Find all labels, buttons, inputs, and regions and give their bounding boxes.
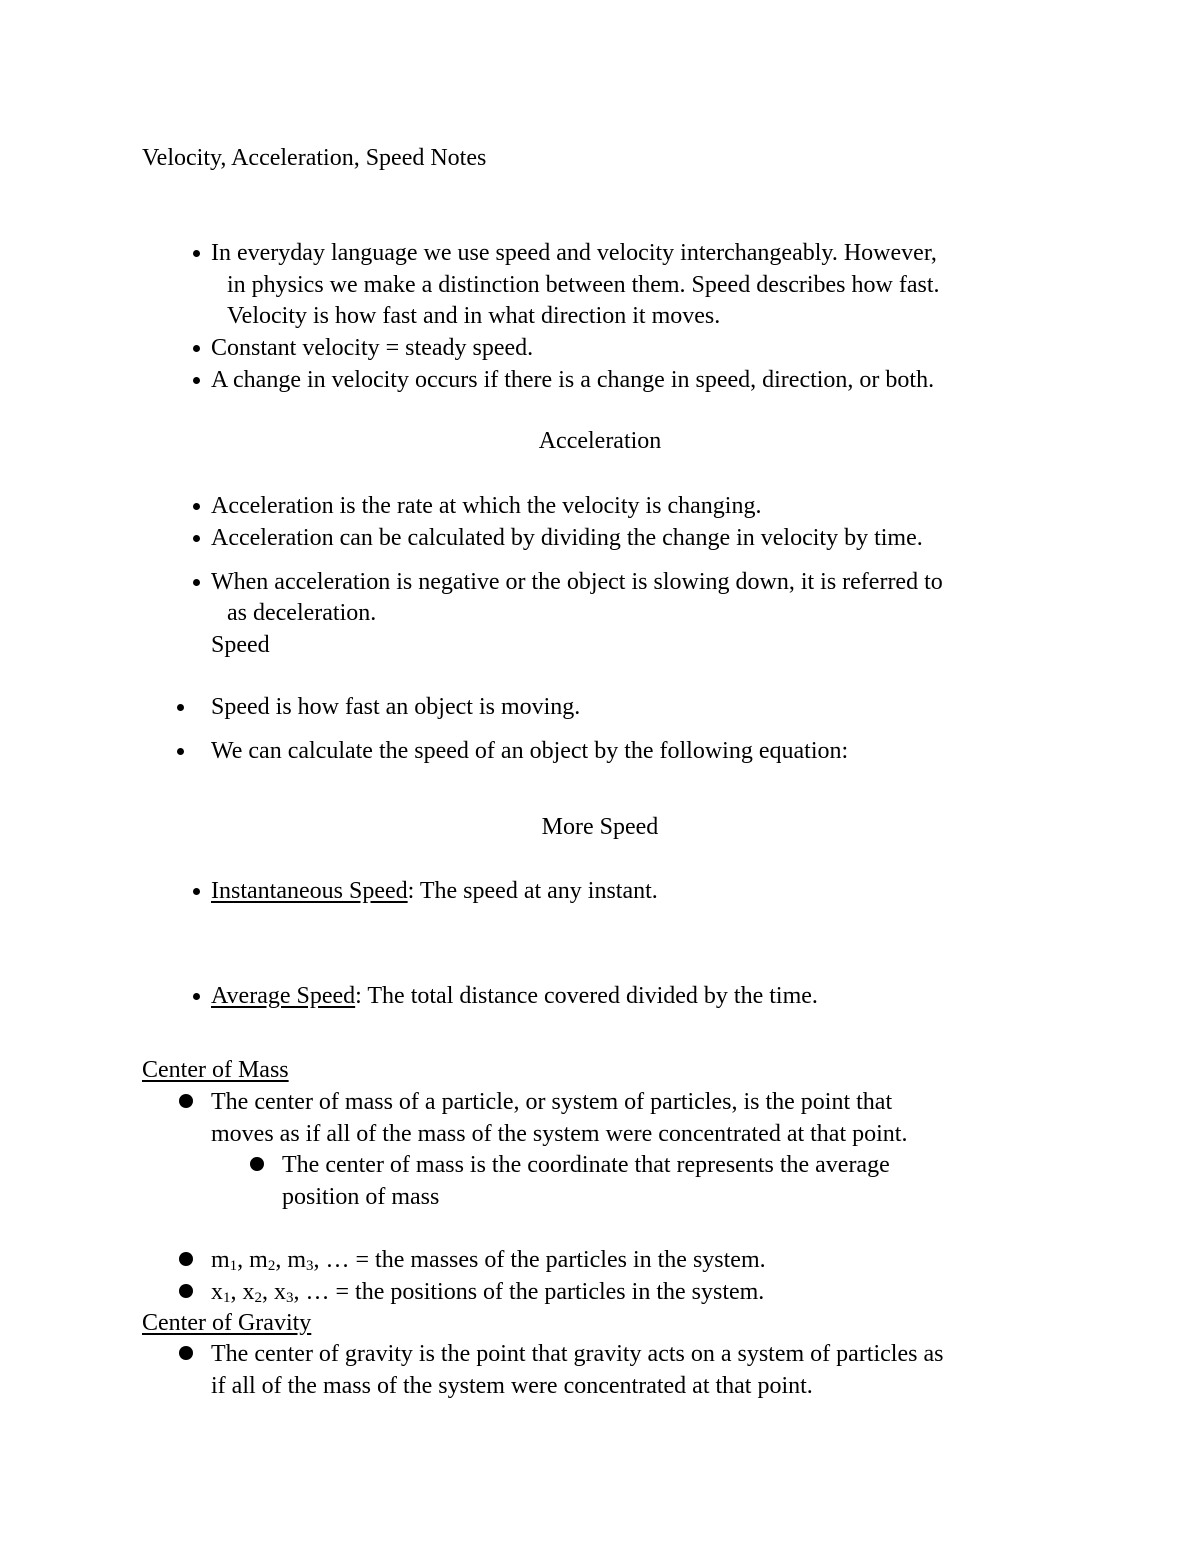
subscript: 1 [223, 1290, 231, 1306]
list-item-positions: $x_1$, $x_2$, $x_3$, … = the positions of the particles in the system. [211, 1279, 765, 1306]
bullet-dot [179, 1094, 193, 1108]
subscript: 3 [286, 1290, 294, 1306]
list-item: The center of gravity is the point that gravity acts on a system of particles as [211, 1341, 944, 1367]
masses-description: , … = the masses of the particles in the system. [313, 1247, 766, 1273]
bullet-dot [177, 748, 184, 755]
list-item: Constant velocity = steady speed. [211, 335, 534, 361]
bullet-dot [193, 535, 200, 542]
symbol-x: x [274, 1279, 286, 1305]
section-heading-center-of-mass: Center of Mass [142, 1057, 289, 1083]
symbol-m: m [287, 1247, 307, 1273]
term-instantaneous-speed: Instantaneous Speed [211, 878, 408, 904]
list-item [211, 980, 818, 1012]
subscript: 2 [254, 1290, 262, 1306]
list-item-continuation: as deceleration. [227, 600, 377, 626]
list-item: We can calculate the speed of an object by the following equation: [211, 738, 849, 764]
bullet-dot [179, 1346, 193, 1360]
symbol-m: m [211, 1247, 230, 1273]
symbol-m: m [249, 1247, 268, 1273]
bullet-dot [193, 888, 200, 895]
sub-list-item-continuation: position of mass [282, 1184, 440, 1210]
bullet-dot [193, 993, 200, 1000]
list-item: In everyday language we use speed and velocity interchangeably. However, [211, 240, 937, 266]
section-heading-more-speed: More Speed [541, 814, 659, 840]
positions-description: , … = the positions of the particles in the system. [293, 1279, 765, 1305]
list-item: When acceleration is negative or the object is slowing down, it is referred to [211, 569, 943, 595]
subscript: 1 [229, 1258, 238, 1274]
bullet-dot [193, 579, 200, 586]
list-item: Acceleration is the rate at which the velocity is changing. [211, 493, 762, 519]
subscript: 2 [267, 1258, 276, 1274]
subscript: 3 [306, 1258, 314, 1274]
list-item: Speed is how fast an object is moving. [211, 694, 581, 720]
bullet-dot [193, 250, 200, 257]
definition-instantaneous-speed: : The speed at any instant. [407, 878, 658, 904]
sub-bullet-dot [250, 1157, 264, 1171]
list-item-continuation: moves as if all of the mass of the system were concentrated at that point. [211, 1121, 908, 1147]
page-title: Velocity, Acceleration, Speed Notes [142, 145, 487, 171]
symbol-x: x [211, 1279, 223, 1305]
bullet-dot [193, 345, 200, 352]
sub-list-item: The center of mass is the coordinate that represents the average [282, 1152, 890, 1178]
bullet-dot [177, 704, 184, 711]
section-heading-acceleration: Acceleration [538, 428, 662, 454]
list-item: A change in velocity occurs if there is a change in speed, direction, or both. [211, 367, 935, 393]
list-item-continuation: if all of the mass of the system were concentrated at that point. [211, 1373, 813, 1399]
bullet-dot [193, 503, 200, 510]
list-item: Acceleration can be calculated by dividing the change in velocity by time. [211, 525, 923, 551]
bullet-dot [179, 1252, 193, 1266]
list-item-masses: $m_1$, $m_2$, $m_3$, … = the masses of the particles in the system. [211, 1247, 766, 1274]
list-item-continuation: Velocity is how fast and in what direction it moves. [227, 303, 721, 329]
list-item-continuation: in physics we make a distinction between them. Speed describes how fast. [227, 272, 940, 298]
bullet-dot [193, 377, 200, 384]
symbol-x: x [242, 1279, 255, 1305]
definition-average-speed: : The total distance covered divided by the time. [355, 983, 818, 1009]
list-item [211, 875, 658, 907]
section-heading-speed: Speed [211, 632, 270, 658]
term-average-speed: Average Speed [211, 983, 356, 1009]
list-item: The center of mass of a particle, or system of particles, is the point that [211, 1089, 893, 1115]
section-heading-center-of-gravity: Center of Gravity [142, 1310, 312, 1336]
bullet-dot [179, 1284, 193, 1298]
